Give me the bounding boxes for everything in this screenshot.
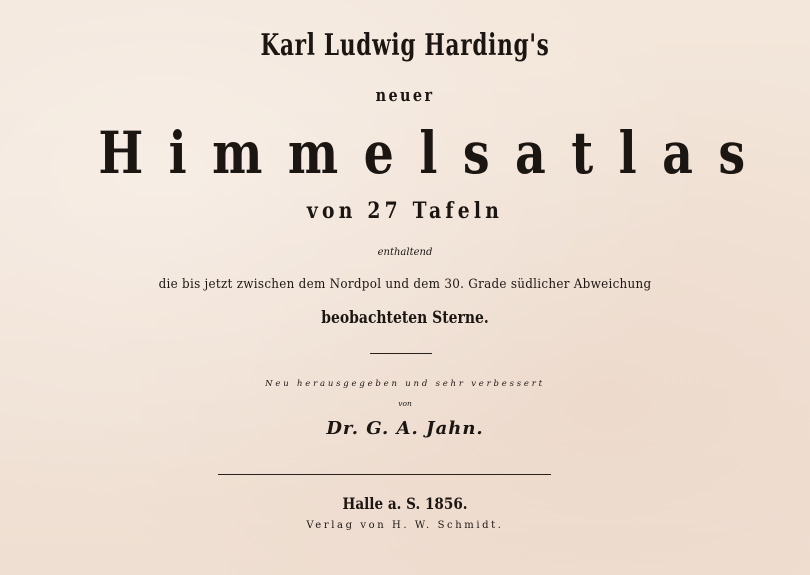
editor-name: Dr. G. A. Jahn. — [326, 418, 484, 439]
place-year: Halle a. S. 1856. — [342, 494, 468, 513]
long-divider — [218, 474, 551, 475]
enthaltend-line: enthaltend — [377, 247, 433, 258]
publisher-line: Verlag von H. W. Schmidt. — [306, 520, 504, 531]
short-divider — [370, 353, 432, 354]
main-title: Himmelsatlas — [98, 119, 771, 187]
edited-note: Neu herausgegeben und sehr verbessert — [265, 379, 545, 389]
description-line: die bis jetzt zwischen dem Nordpol und dem 30. Grade südlicher Abweichung — [158, 277, 652, 292]
neuer-line: neuer — [375, 85, 435, 106]
stars-line: beobachteten Sterne. — [321, 308, 489, 328]
von-line: von — [398, 399, 412, 408]
author-line: Karl Ludwig Harding's — [260, 28, 550, 63]
subtitle-line: von 27 Tafeln — [306, 198, 504, 224]
